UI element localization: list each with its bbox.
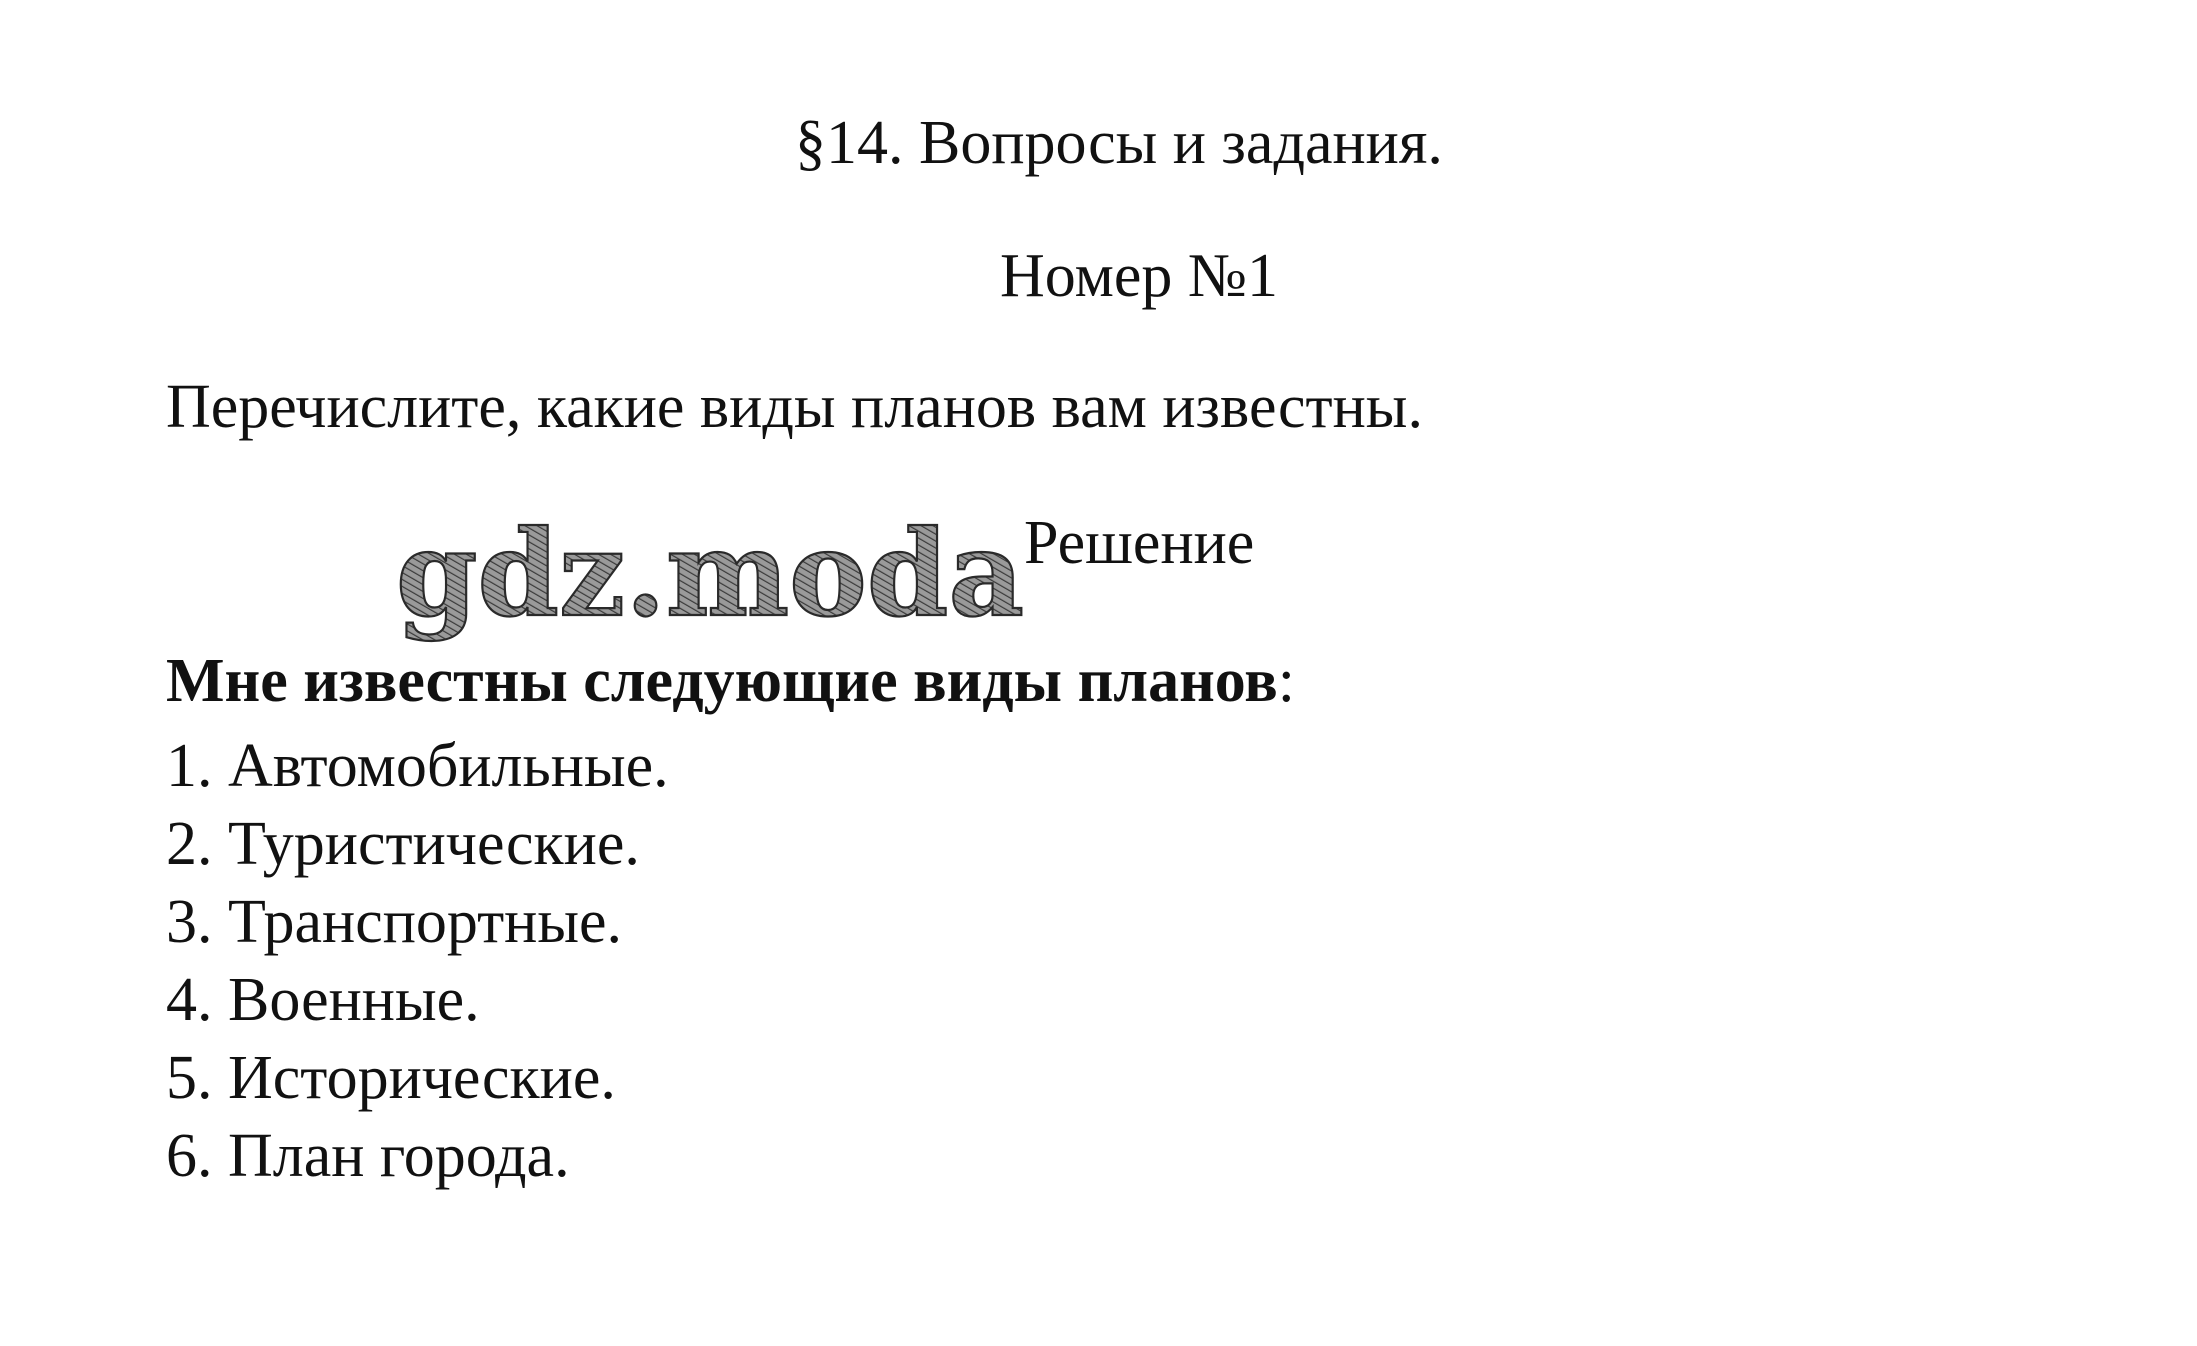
answer-intro-bold: Мне известны следующие виды планов bbox=[166, 647, 1278, 715]
answer-intro bbox=[166, 647, 1295, 715]
list-item: 1. Автомобильные. bbox=[166, 732, 669, 800]
task-number: Номер №1 bbox=[1000, 242, 1279, 310]
list-item: 3. Транспортные. bbox=[166, 888, 623, 956]
watermark-logo bbox=[392, 505, 1032, 655]
list-item: 2. Туристические. bbox=[166, 810, 640, 878]
question-text: Перечислите, какие виды планов вам известны. bbox=[166, 373, 1423, 441]
answer-intro-colon: : bbox=[1277, 647, 1295, 715]
list-item: 4. Военные. bbox=[166, 966, 480, 1034]
answer-list bbox=[166, 727, 669, 1195]
solution-label: Решение bbox=[1024, 509, 1255, 577]
watermark-text: gdz.moda bbox=[396, 505, 1024, 643]
section-title: §14. Вопросы и задания. bbox=[795, 109, 1443, 177]
list-item: 6. План города. bbox=[166, 1122, 570, 1190]
list-item: 5. Исторические. bbox=[166, 1044, 616, 1112]
